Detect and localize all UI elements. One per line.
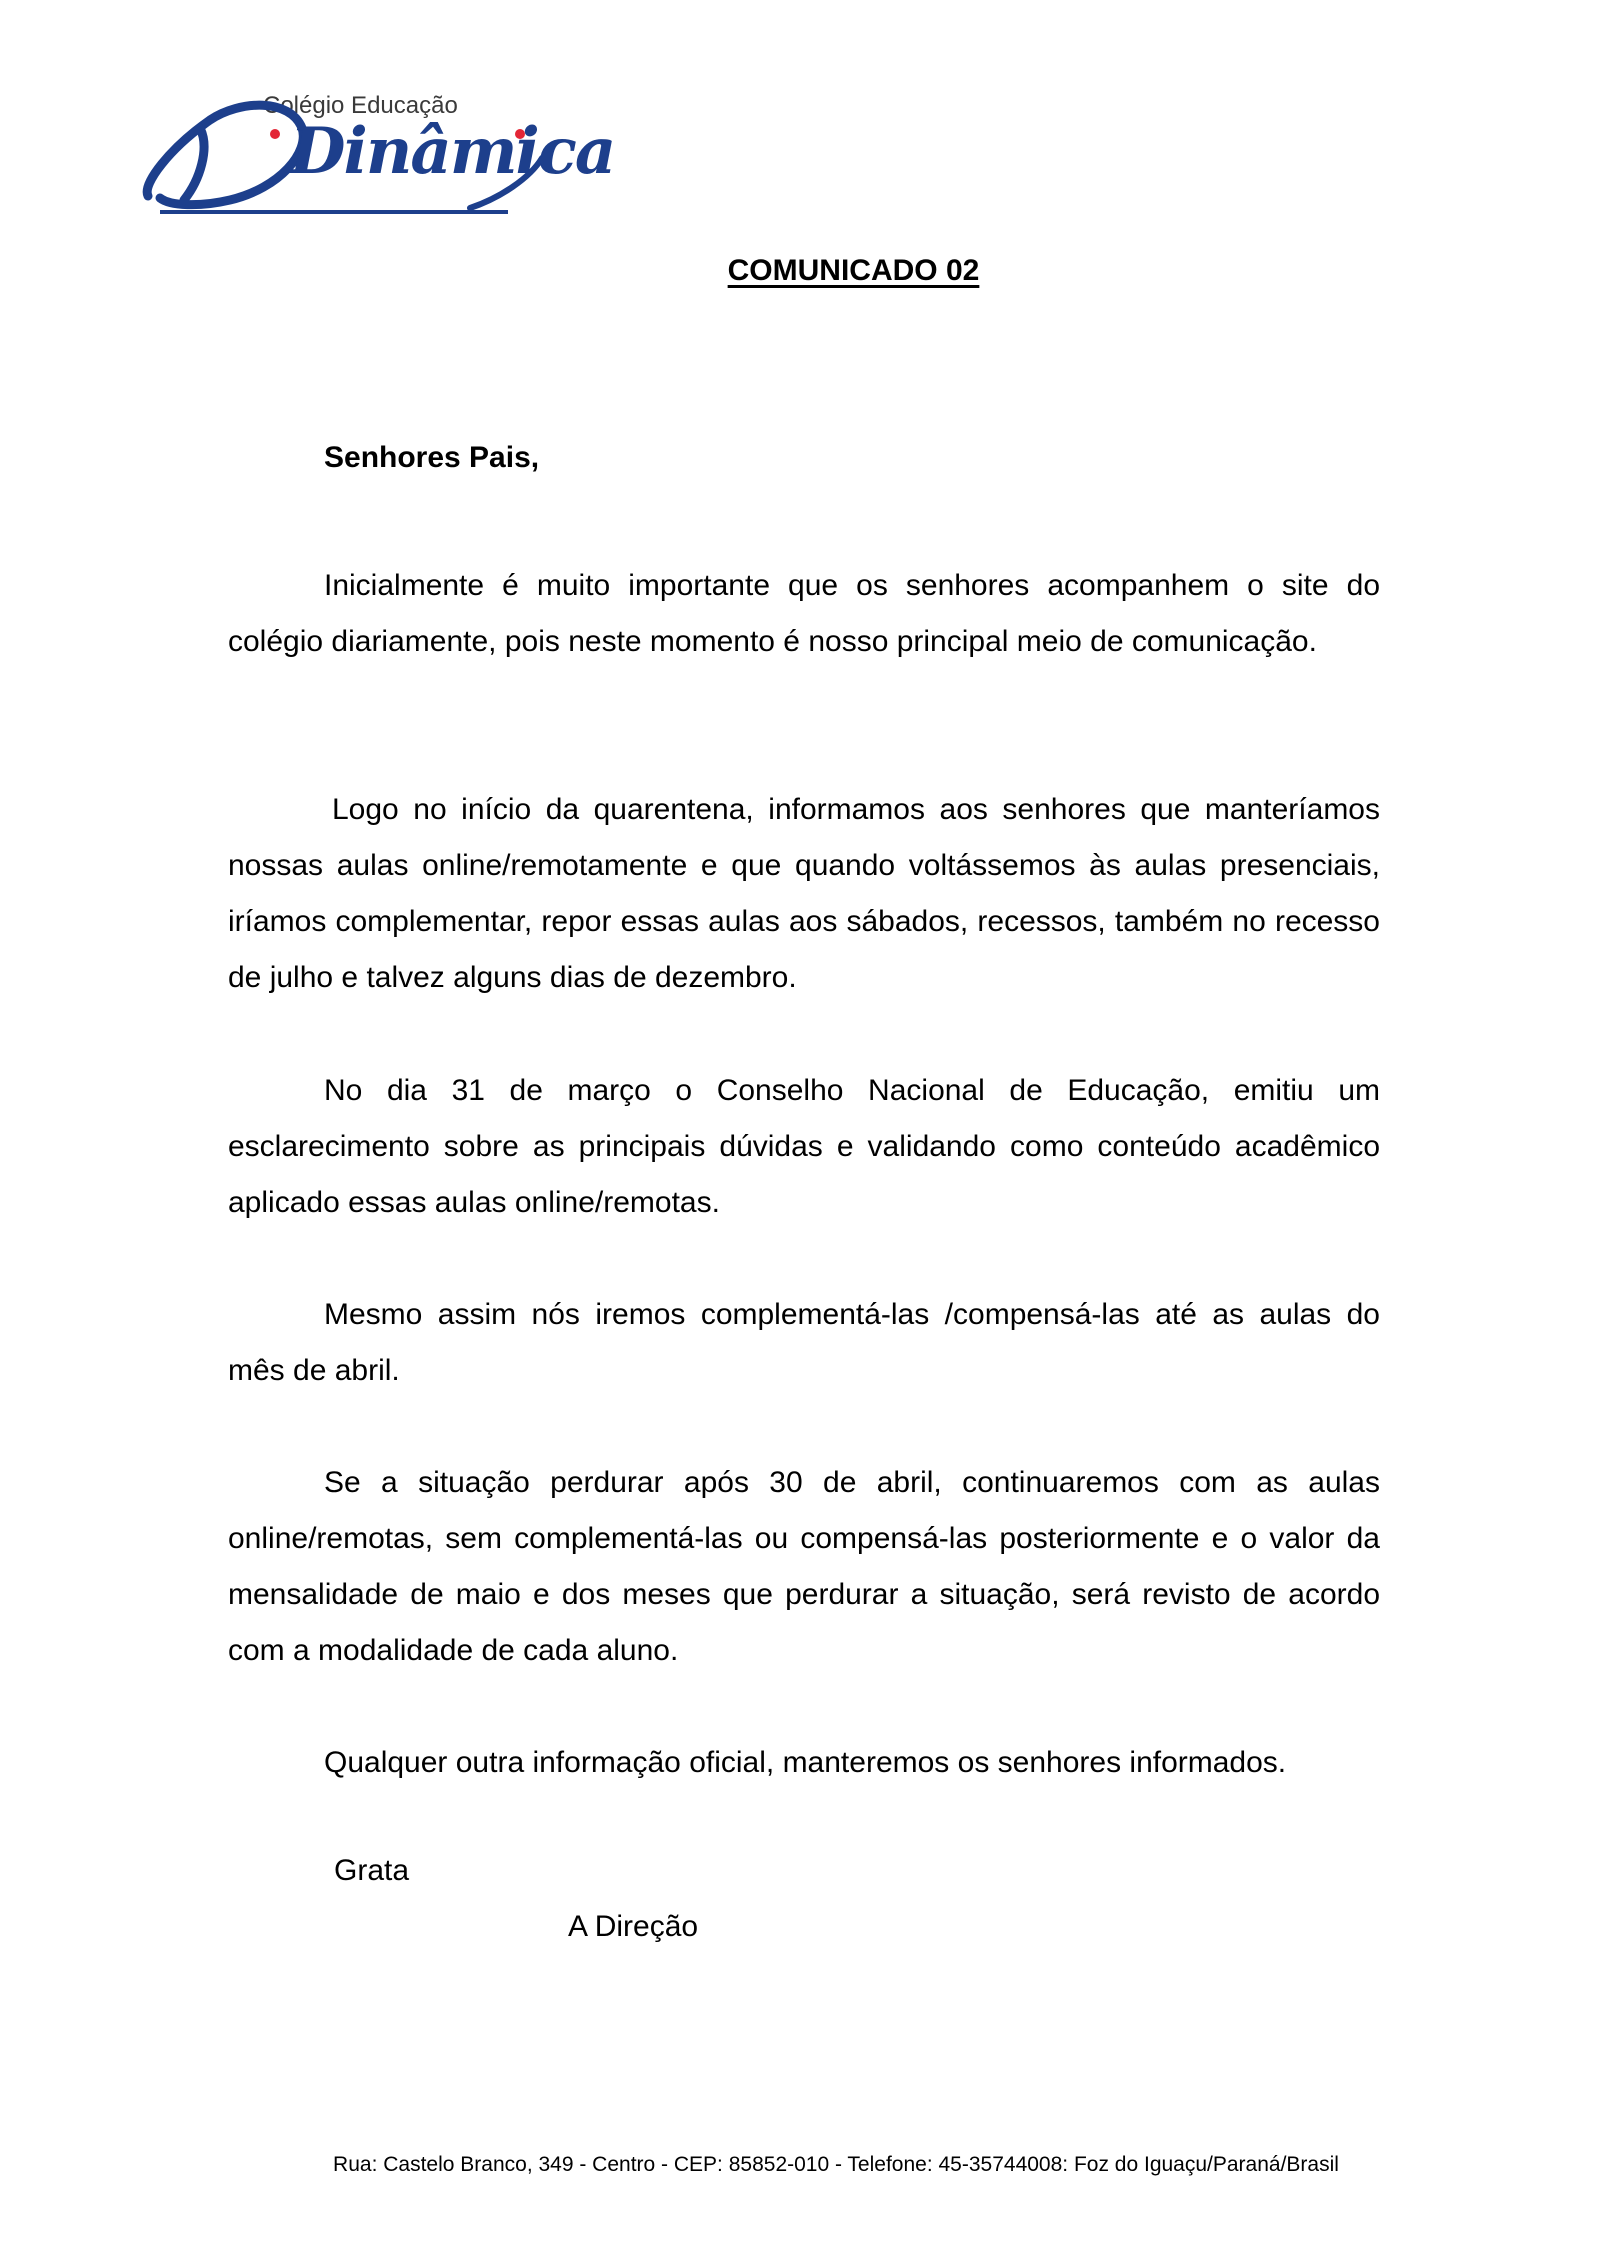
paragraph-2: Logo no início da quarentena, informamos aos senhores que manteríamos nossas aulas online/remotamente e que quando voltássemos às aulas presenciais, iríamos complementar, repor essas aulas aos sábados, recessos, também no recesso de julho e talvez alguns dias de dezembro. (228, 793, 1380, 994)
logo-school-name: Colégio Educação (263, 92, 458, 119)
footer-address: Rua: Castelo Branco, 349 - Centro - CEP: 85852-010 - Telefone: 45-35744008: Foz do Iguaçu/Paraná/Brasil (333, 2153, 1339, 2176)
closing: Grata (334, 1854, 410, 1887)
paragraph-3: No dia 31 de março o Conselho Nacional de Educação, emitiu um esclarecimento sobre as principais dúvidas e validando como conteúdo acadêmico aplicado essas aulas online/remotas. (228, 1074, 1380, 1219)
paragraph-5: Se a situação perdurar após 30 de abril, continuaremos com as aulas online/remotas, sem complementá-las ou compensá-las posteriormente e o valor da mensalidade de maio e dos meses que perdurar a situação, será revisto de acordo com a modalidade de cada aluno. (228, 1466, 1380, 1667)
document-title: COMUNICADO 02 (727, 254, 980, 287)
logo-wordmark: Dinâmica (290, 114, 615, 189)
paragraph-1: Inicialmente é muito importante que os senhores acompanhem o site do colégio diariamente, pois neste momento é nosso principal meio de comunicação. (228, 569, 1380, 658)
paragraph-4: Mesmo assim nós iremos complementá-las /compensá-las até as aulas do mês de abril. (228, 1298, 1380, 1387)
signature: A Direção (568, 1910, 699, 1943)
school-logo (140, 88, 615, 220)
paragraph-6: Qualquer outra informação oficial, manteremos os senhores informados. (324, 1746, 1287, 1779)
salutation: Senhores Pais, (324, 441, 540, 474)
